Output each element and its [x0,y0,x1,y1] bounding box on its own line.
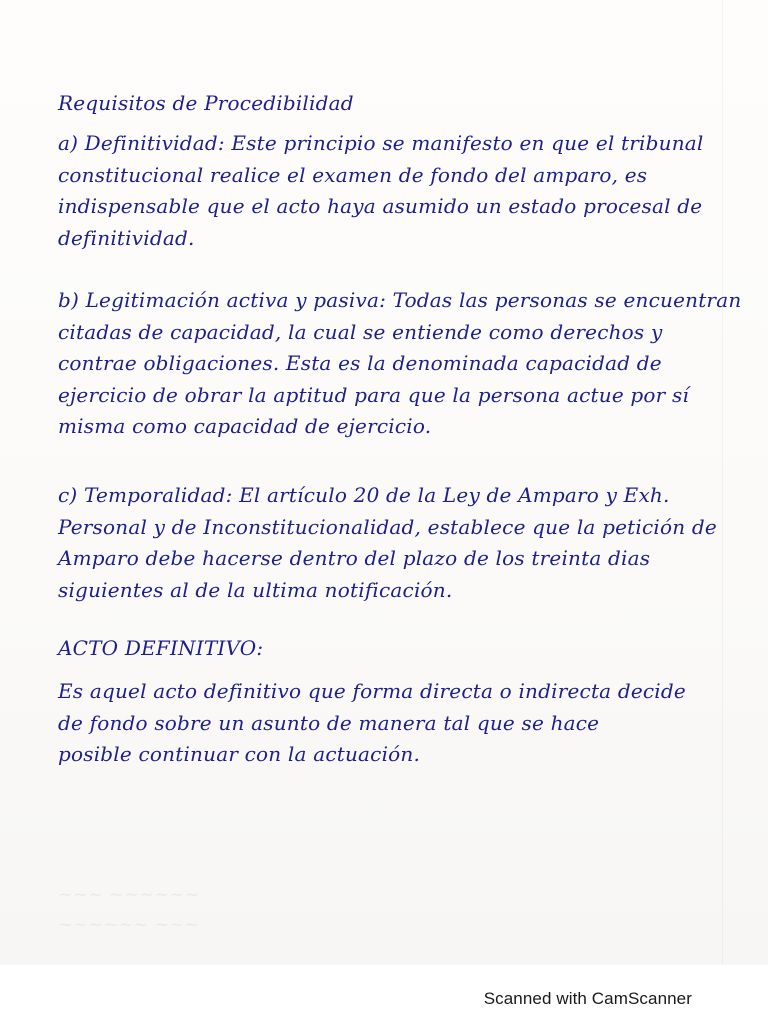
acto-title-text: ACTO DEFINITIVO: [58,636,264,660]
acto-body-line: Es aquel acto definitivo que forma directa o indirecta decide [58,679,686,703]
section-c-line: c) Temporalidad: El artículo 20 de la Ley de Amparo y Exh. [58,483,670,507]
bleed-through-marks: ~~~ ~~~~~~ ~~~~~~ ~~~ [58,884,200,935]
section-c-line: siguientes al de la ultima notificación. [58,577,453,602]
section-a-line: definitividad. [58,225,195,250]
acto-body-line: posible continuar con la actuación. [58,742,421,766]
section-a-line: constitucional realice el examen de fondo del amparo, es [58,162,648,187]
page-edge-shadow [722,0,723,965]
section-temporalidad [58,480,717,606]
section-c-line: Personal y de Inconstitucionalidad, establece que la petición de [58,514,717,539]
section-b-line: b) Legitimación activa y pasiva: Todas las personas se encuentran [58,288,742,312]
section-b-line: contrae obligaciones. Esta es la denominada capacidad de [58,351,662,375]
section-a-line: a) Definitividad: Este principio se manifesto en que el tribunal [58,131,704,155]
section-b-line: misma como capacidad de ejercicio. [58,414,432,438]
section-b-line: ejercicio de obrar la aptitud para que la persona actue por sí [58,382,690,407]
section-a-line: indispensable que el acto haya asumido un estado procesal de [58,194,703,218]
camscanner-watermark: Scanned with CamScanner [483,989,692,1008]
section-c-line: Amparo debe hacerse dentro del plazo de los treinta dias [58,546,651,570]
notes-heading [58,88,698,120]
acto-definitivo-body [58,676,698,771]
section-legitimacion [58,285,742,443]
section-b-line: citadas de capacidad, la cual se entiende como derechos y [58,319,663,344]
heading-text: Requisitos de Procedibilidad [58,91,354,115]
acto-definitivo-title [58,633,698,665]
acto-body-line: de fondo sobre un asunto de manera tal que se hace [58,710,600,735]
section-definitividad [58,128,704,254]
